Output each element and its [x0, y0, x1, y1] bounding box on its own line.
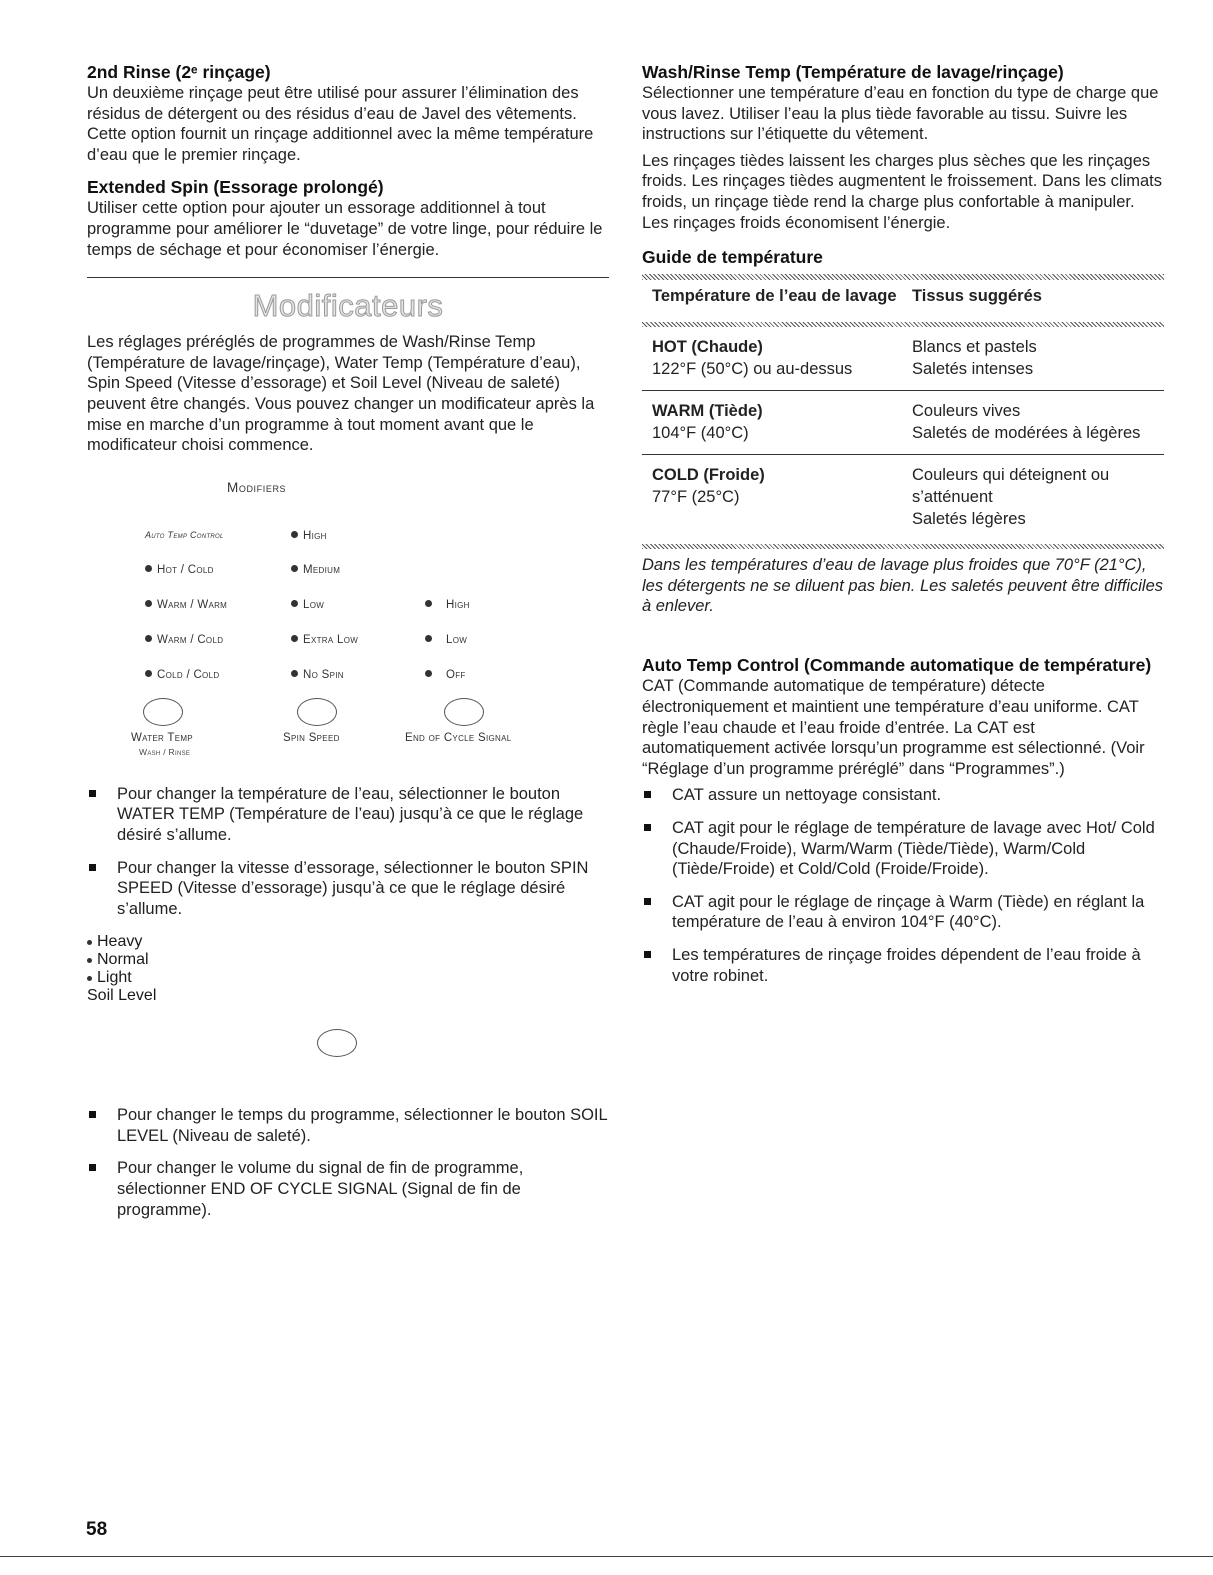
list-item: CAT agit pour le réglage de rinçage à Warm (Tiède) en réglant la température de l’eau à environ 104°F (40°C).: [642, 892, 1164, 933]
indicator-light-icon: [291, 670, 298, 677]
extended-spin-text: Utiliser cette option pour ajouter un essorage additionnel à tout programme pour améliorer le “duvetage” de votre linge, pour réduire le temps de séchage et pour économiser l’énergie.: [87, 199, 603, 259]
indicator-light-icon: [425, 600, 432, 607]
list-item: Pour changer la vitesse d’essorage, sélectionner le bouton SPIN SPEED (Vitesse d’essorage) jusqu’à ce que le réglage désiré s’allume.: [87, 858, 609, 920]
soil-instructions-list: [87, 1105, 609, 1220]
indicator-light-icon: [425, 635, 432, 642]
column-header-fabrics: Tissus suggérés: [912, 287, 1042, 306]
second-rinse-text: Un deuxième rinçage peut être utilisé pour assurer l’élimination des résidus de détergent ou des résidus d’eau de Javel des vêtements. Cette option fournit un rinçage additionnel avec la même température d’eau que le premier rinçage.: [87, 84, 594, 164]
temp-value: 77°F (25°C): [652, 488, 740, 507]
indicator-light-icon: [87, 940, 92, 945]
auto-temp-list: [642, 785, 1164, 986]
signal-option-low: Low: [425, 634, 467, 646]
water-temp-label: Water Temp: [131, 731, 193, 744]
auto-temp-heading: Auto Temp Control (Commande automatique de température): [642, 655, 1152, 676]
temperature-note: Dans les températures d’eau de lavage plus froides que 70°F (21°C), les détergents ne se diluent pas bien. Les saletés peuvent être difficiles à enlever.: [642, 556, 1163, 616]
indicator-light-icon: [425, 670, 432, 677]
spin-speed-button: [297, 698, 337, 726]
water-option-hot-cold: Hot / Cold: [145, 564, 214, 576]
end-of-cycle-signal-label: End of Cycle Signal: [405, 731, 512, 744]
soil-suggestion: Saletés légères: [912, 510, 1026, 529]
fabric-suggestion: Couleurs qui déteignent ou s’atténuent: [912, 466, 1110, 507]
temperature-guide-body: [642, 327, 1164, 538]
wash-rinse-text-2: Les rinçages tièdes laissent les charges plus sèches que les rinçages froids. Les rinçages tièdes augmentent le froissement. Dans les climats froids, un rinçage tiède rend la charge plus confortable à manipuler. Les rinçages froids économisent l’énergie.: [642, 151, 1162, 232]
indicator-light-icon: [87, 958, 92, 963]
temp-name: WARM (Tiède): [652, 402, 763, 421]
temp-value: 122°F (50°C) ou au-dessus: [652, 360, 853, 379]
modifier-instructions-list: [87, 784, 609, 920]
soil-level-button: [317, 1029, 357, 1057]
soil-level-panel: [87, 933, 609, 1083]
table-row: [642, 455, 1164, 539]
list-item: CAT assure un nettoyage consistant.: [642, 785, 1164, 806]
fabric-suggestion: Blancs et pastels: [912, 338, 1037, 357]
temp-name: COLD (Froide): [652, 466, 765, 485]
water-option-cold-cold: Cold / Cold: [145, 669, 219, 681]
spin-speed-label: Spin Speed: [283, 731, 340, 744]
signal-option-off: Off: [425, 669, 466, 681]
water-temp-button: [143, 698, 183, 726]
spin-option-no-spin: No Spin: [291, 669, 344, 681]
wash-rinse-heading: Wash/Rinse Temp (Température de lavage/rinçage): [642, 62, 1064, 82]
indicator-light-icon: [145, 565, 152, 572]
modifiers-intro: Les réglages préréglés de programmes de Wash/Rinse Temp (Température de lavage/rinçage), Water Temp (Température d’eau), Spin Speed (Vitesse d’essorage) et Soil Level (Niveau de saleté) peuvent être changés. Vous pouvez changer un modificateur après la mise en marche d’un programme à tout moment avant que le modificateur choisi commence.: [87, 333, 595, 455]
indicator-light-icon: [291, 635, 298, 642]
table-header-row: [642, 280, 1164, 316]
wash-rinse-text-1: Sélectionner une température d’eau en fonction du type de charge que vous lavez. Utiliser l’eau la plus tiède favorable au tissu. Suivre les instructions sur l’étiquette du vêtement.: [642, 84, 1159, 144]
list-item: Les températures de rinçage froides dépendent de l’eau froide à votre robinet.: [642, 945, 1164, 986]
signal-option-high: High: [425, 599, 470, 611]
page-number: 58: [86, 1519, 108, 1540]
left-column: [87, 62, 609, 1232]
indicator-light-icon: [291, 565, 298, 572]
indicator-light-icon: [87, 976, 92, 981]
table-row: [642, 327, 1164, 391]
auto-temp-control-label: Auto Temp Control: [145, 529, 224, 540]
page-bottom-rule: [0, 1556, 1213, 1557]
indicator-light-icon: [291, 531, 298, 538]
column-header-water-temp: Température de l’eau de lavage: [652, 287, 897, 306]
soil-option-normal: Normal: [87, 951, 609, 969]
table-bottom-border: [642, 544, 1164, 549]
water-temp-sublabel: Wash / Rinse: [139, 746, 191, 757]
spin-option-low: Low: [291, 599, 324, 611]
water-option-warm-warm: Warm / Warm: [145, 599, 227, 611]
spin-option-medium: Medium: [291, 564, 340, 576]
panel-title: Modifiers: [227, 479, 287, 495]
temperature-guide-table: [642, 280, 1164, 316]
indicator-light-icon: [145, 635, 152, 642]
modifiers-control-panel: [87, 466, 609, 757]
list-item: CAT agit pour le réglage de température de lavage avec Hot/ Cold (Chaude/Froide), Warm/Warm (Tiède/Tiède), Warm/Cold (Tiède/Froide) et Cold/Cold (Froide/Froide).: [642, 818, 1164, 880]
section-divider: [87, 277, 609, 278]
auto-temp-text: CAT (Commande automatique de température) détecte électroniquement et maintient une température d’eau uniforme. CAT règle l’eau chaude et l’eau froide d’entrée. La CAT est automatiquement activée lorsqu’un programme est sélectionné. (Voir “Réglage d’un programme préréglé” dans “Programmes”.): [642, 677, 1145, 778]
soil-suggestion: Saletés intenses: [912, 360, 1034, 379]
spin-option-extra-low: Extra Low: [291, 634, 358, 646]
water-option-warm-cold: Warm / Cold: [145, 634, 223, 646]
spin-option-high: High: [291, 530, 327, 542]
list-item: Pour changer la température de l’eau, sélectionner le bouton WATER TEMP (Température de l’eau) jusqu’à ce que le réglage désiré s’allume.: [87, 784, 609, 846]
indicator-light-icon: [145, 600, 152, 607]
indicator-light-icon: [291, 600, 298, 607]
fabric-suggestion: Couleurs vives: [912, 402, 1021, 421]
soil-option-heavy: Heavy: [87, 933, 609, 951]
right-column: [642, 62, 1164, 998]
soil-level-label: Soil Level: [87, 987, 157, 1005]
indicator-light-icon: [145, 670, 152, 677]
extended-spin-heading: Extended Spin (Essorage prolongé): [87, 177, 384, 198]
temp-name: HOT (Chaude): [652, 338, 763, 357]
list-item: Pour changer le volume du signal de fin de programme, sélectionner END OF CYCLE SIGNAL (Signal de fin de programme).: [87, 1158, 609, 1220]
temperature-guide-heading: Guide de température: [642, 247, 823, 268]
list-item: Pour changer le temps du programme, sélectionner le bouton SOIL LEVEL (Niveau de saleté).: [87, 1105, 609, 1146]
second-rinse-heading: 2nd Rinse (2ᵉ rinçage): [87, 62, 271, 82]
soil-option-light: Light: [87, 969, 609, 987]
end-of-cycle-signal-button: [444, 698, 484, 726]
modifiers-section-title: Modificateurs: [252, 288, 444, 324]
temp-value: 104°F (40°C): [652, 424, 749, 443]
soil-suggestion: Saletés de modérées à légères: [912, 424, 1141, 443]
table-row: [642, 391, 1164, 455]
